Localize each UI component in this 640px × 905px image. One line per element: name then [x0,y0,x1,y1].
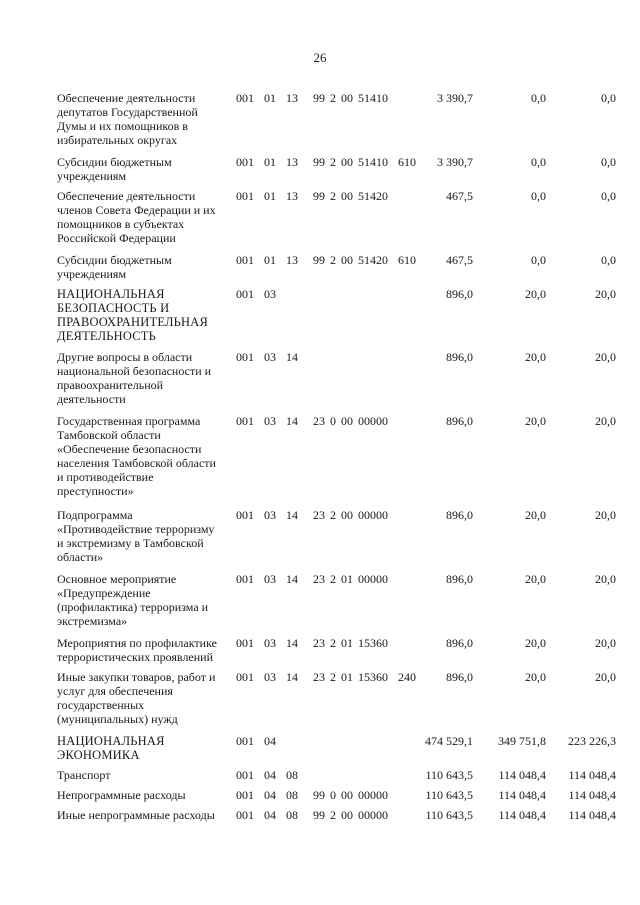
row-value-3: 20,0 [595,670,616,684]
row-name: Государственная программа Тамбовской области «Обеспечение безопасности населения Тамбовской области и противодействие преступности» [57,414,216,498]
row-value-1: 896,0 [446,350,473,364]
row-value-2: 20,0 [525,350,546,364]
row-value-1: 110 643,5 [425,788,473,802]
row-value-1: 474 529,1 [425,734,473,748]
row-value-2: 20,0 [525,572,546,586]
row-code: 001 03 14 23 2 01 15360 [236,636,388,650]
row-value-3: 114 048,4 [568,808,616,822]
row-name: Обеспечение деятельности членов Совета Федерации и их помощников в субъектах Российской Федерации [57,189,216,245]
row-name: Непрограммные расходы [57,788,186,802]
row-value-3: 114 048,4 [568,788,616,802]
row-code: 001 04 08 [236,768,298,782]
row-code: 001 03 [236,287,276,301]
row-value-3: 0,0 [601,253,616,267]
row-value-2: 20,0 [525,670,546,684]
row-value-3: 223 226,3 [568,734,616,748]
row-code: 001 03 14 23 2 01 00000 [236,572,388,586]
row-code: 001 03 14 23 2 00 00000 [236,508,388,522]
page-number: 26 [313,50,327,65]
row-value-2: 0,0 [531,253,546,267]
row-value-2: 114 048,4 [498,808,546,822]
row-code: 001 01 13 99 2 00 51420 [236,189,388,203]
row-code: 001 01 13 99 2 00 51410 [236,91,388,105]
row-value-3: 20,0 [595,508,616,522]
row-code: 001 04 08 99 2 00 00000 [236,808,388,822]
row-value-1: 896,0 [446,670,473,684]
row-name: Субсидии бюджетным учреждениям [57,253,172,281]
row-value-3: 0,0 [601,155,616,169]
row-value-2: 114 048,4 [498,788,546,802]
row-value-3: 20,0 [595,287,616,301]
row-value-3: 0,0 [601,189,616,203]
row-value-3: 0,0 [601,91,616,105]
row-name: НАЦИОНАЛЬНАЯ БЕЗОПАСНОСТЬ И ПРАВООХРАНИТЕЛЬНАЯ ДЕЯТЕЛЬНОСТЬ [57,287,209,343]
row-code: 001 04 08 99 0 00 00000 [236,788,388,802]
row-value-2: 20,0 [525,414,546,428]
row-value-1: 3 390,7 [437,91,473,105]
row-value-2: 0,0 [531,155,546,169]
row-name: Основное мероприятие «Предупреждение (профилактика) терроризма и экстремизма» [57,572,209,628]
row-name: Иные непрограммные расходы [57,808,215,822]
row-value-3: 20,0 [595,350,616,364]
row-value-2: 0,0 [531,189,546,203]
row-value-2: 114 048,4 [498,768,546,782]
row-name: Подпрограмма «Противодействие терроризму и экстремизму в Тамбовской области» [57,508,215,564]
row-value-3: 20,0 [595,572,616,586]
row-value-3: 114 048,4 [568,768,616,782]
row-value-1: 896,0 [446,287,473,301]
row-value-3: 20,0 [595,636,616,650]
row-code: 001 03 14 23 0 00 00000 [236,414,388,428]
row-value-3: 20,0 [595,414,616,428]
row-name: Обеспечение деятельности депутатов Государственной Думы и их помощников в избирательных округах [57,91,198,147]
row-code: 001 04 [236,734,276,748]
row-name: Субсидии бюджетным учреждениям [57,155,172,183]
row-value-2: 0,0 [531,91,546,105]
row-value-2: 349 751,8 [498,734,546,748]
row-name: НАЦИОНАЛЬНАЯ ЭКОНОМИКА [57,734,165,762]
row-name: Другие вопросы в области национальной безопасности и правоохранительной деятельности [57,350,212,406]
row-code: 001 03 14 23 2 01 15360 240 [236,670,416,684]
row-code: 001 03 14 [236,350,298,364]
row-name: Иные закупки товаров, работ и услуг для обеспечения государственных (муниципальных) нужд [57,670,216,726]
row-value-1: 896,0 [446,508,473,522]
row-value-1: 896,0 [446,636,473,650]
row-value-1: 896,0 [446,414,473,428]
row-value-1: 467,5 [446,253,473,267]
row-code: 001 01 13 99 2 00 51410 610 [236,155,416,169]
row-value-2: 20,0 [525,636,546,650]
row-value-2: 20,0 [525,287,546,301]
row-value-1: 896,0 [446,572,473,586]
row-value-1: 467,5 [446,189,473,203]
row-value-1: 110 643,5 [425,768,473,782]
row-value-2: 20,0 [525,508,546,522]
row-name: Транспорт [57,768,111,782]
row-value-1: 110 643,5 [425,808,473,822]
row-name: Мероприятия по профилактике террористических проявлений [57,636,217,664]
row-code: 001 01 13 99 2 00 51420 610 [236,253,416,267]
row-value-1: 3 390,7 [437,155,473,169]
